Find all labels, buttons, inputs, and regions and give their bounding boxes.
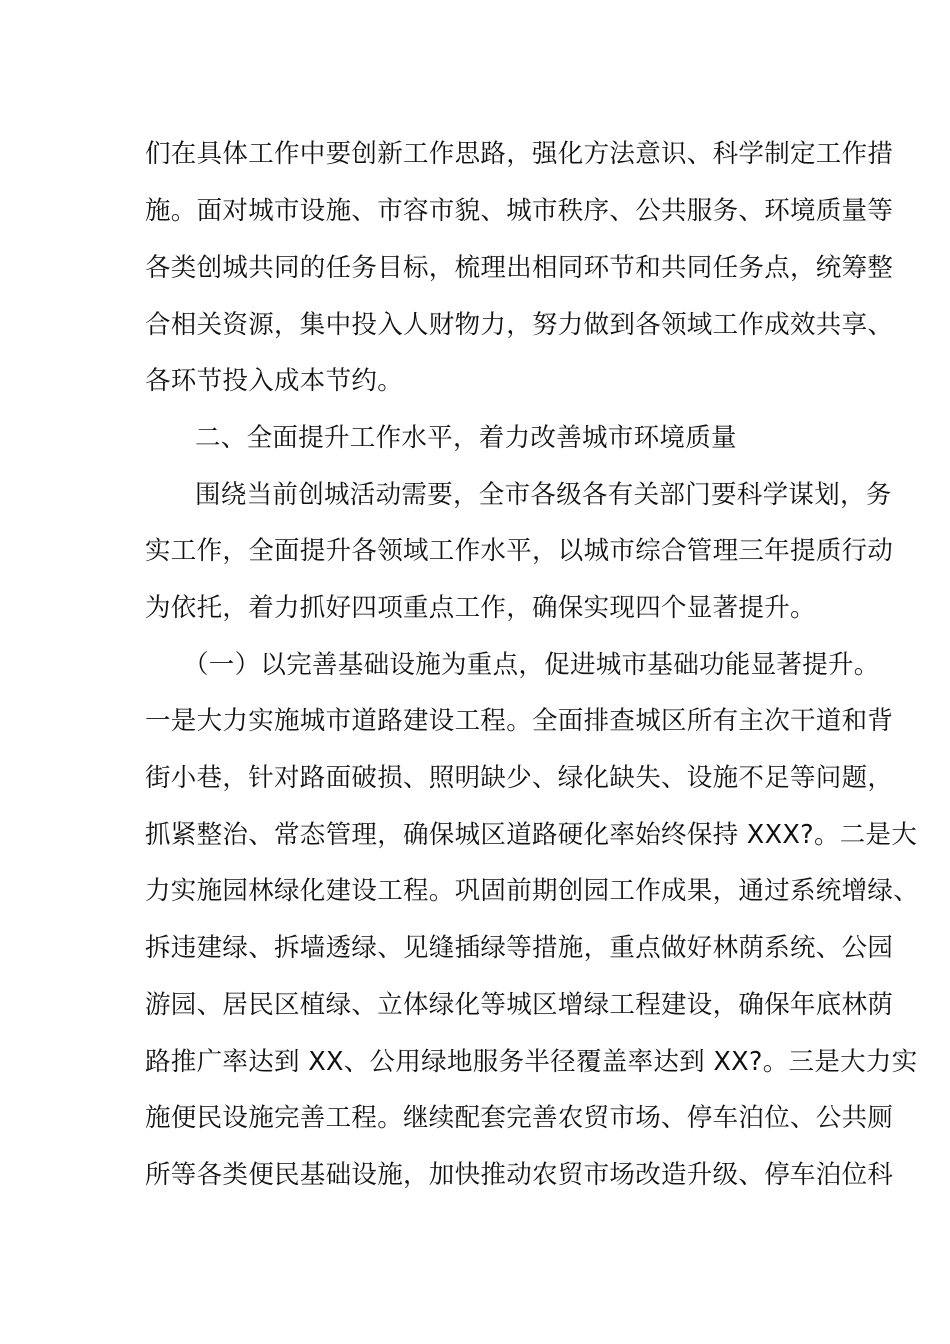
section-heading: 二、全面提升工作水平，着力改善城市环境质量: [195, 423, 737, 453]
text-line: 路推广率达到 XX、公用绿地服务半径覆盖率达到 XX?。三是大力实: [145, 1047, 918, 1077]
text-line: 街小巷，针对路面破损、照明缺少、绿化缺失、设施不足等问题，: [145, 763, 894, 793]
text-line: 围绕当前创城活动需要，全市各级各有关部门要科学谋划，务: [195, 480, 892, 510]
text-line: 力实施园林绿化建设工程。巩固前期创园工作成果，通过系统增绿、: [145, 876, 920, 906]
text-line: 实工作，全面提升各领域工作水平，以城市综合管理三年提质行动: [145, 536, 894, 566]
text-line: 们在具体工作中要创新工作思路，强化方法意识、科学制定工作措: [145, 139, 894, 169]
text-line: 拆违建绿、拆墙透绿、见缝插绿等措施，重点做好林荫系统、公园: [145, 933, 894, 963]
text-line: 各环节投入成本节约。: [145, 366, 404, 396]
text-line: 游园、居民区植绿、立体绿化等城区增绿工程建设，确保年底林荫: [145, 990, 894, 1020]
text-line: 所等各类便民基础设施，加快推动农贸市场改造升级、停车泊位科: [145, 1160, 894, 1190]
text-line: 为依托，着力抓好四项重点工作，确保实现四个显著提升。: [145, 593, 816, 623]
text-line: 施便民设施完善工程。继续配套完善农贸市场、停车泊位、公共厕: [145, 1103, 894, 1133]
subsection-heading: （一）以完善基础设施为重点，促进城市基础功能显著提升。: [183, 650, 880, 680]
text-line: 一是大力实施城市道路建设工程。全面排查城区所有主次干道和背: [145, 706, 894, 736]
text-line: 合相关资源，集中投入人财物力，努力做到各领域工作成效共享、: [145, 310, 894, 340]
text-line: 抓紧整治、常态管理，确保城区道路硬化率始终保持 XXX?。二是大: [145, 820, 918, 850]
text-line: 各类创城共同的任务目标，梳理出相同环节和共同任务点，统筹整: [145, 253, 894, 283]
text-line: 施。面对城市设施、市容市貌、城市秩序、公共服务、环境质量等: [145, 196, 894, 226]
